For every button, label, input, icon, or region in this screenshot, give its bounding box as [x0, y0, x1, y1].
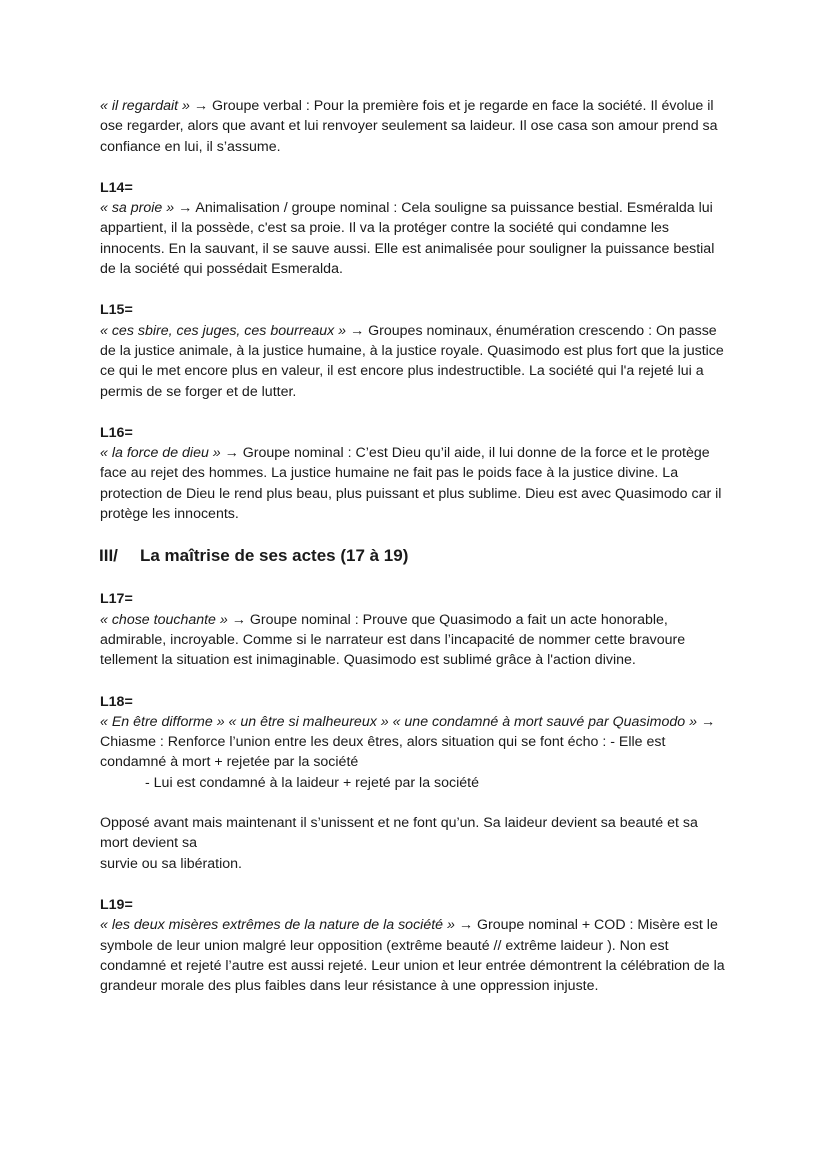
line-15-quote: « ces sbire, ces juges, ces bourreaux »: [100, 322, 347, 339]
section-heading: [99, 545, 730, 567]
line-16-block: [100, 423, 730, 524]
line-15-text: « ces sbire, ces juges, ces bourreaux » → Groupes nominaux, énumération crescendo : On passe de la justice animale, à la justice humaine, à la justice royale. Quasimodo est plus fort que la justice ce qui le met encore plus en valeur, il est encore plus indestructible. La société qui l'a rejeté lui a permis de se forger et de lutter.: [100, 322, 724, 400]
line-18-text: « En être difforme » « un être si malheureux » « une condamné à mort sauvé par Quasimodo » → Chiasme : Renforce l’union entre les deux êtres, alors situation qui se font écho : - Elle est condamné à mort + rejetée par la société: [100, 713, 716, 771]
line-17-block: [100, 589, 730, 670]
line-18-follow-2: survie ou sa libération.: [100, 855, 242, 872]
line-16-label: L16=: [100, 424, 133, 441]
section-title: La maîtrise de ses actes (17 à 19): [140, 546, 409, 566]
document-page: [100, 96, 730, 1017]
line-14-block: [100, 178, 730, 279]
intro-quote: « il regardait »: [100, 98, 190, 114]
line-18-indent: - Lui est condamné à la laideur + rejeté par la société: [145, 774, 479, 791]
line-18-label: L18=: [100, 693, 133, 710]
line-15-label: L15=: [100, 302, 133, 319]
intro-paragraph: [100, 96, 730, 157]
line-15-block: [100, 300, 730, 401]
line-17-text: « chose touchante » → Groupe nominal : Prouve que Quasimodo a fait un acte honorable, admirable, incroyable. Comme si le narrateur est dans l’incapacité de nommer cette bravoure tellement la situation est inimaginable. Quasimodo est sublimé grâce à l'action divine.: [100, 611, 686, 669]
line-14-label: L14=: [100, 179, 133, 196]
section-number: III/: [99, 546, 118, 566]
line-16-quote: « la force de dieu »: [100, 445, 221, 462]
line-18-quote: « En être difforme » « un être si malheureux » « une condamné à mort sauvé par Quasimodo »: [100, 713, 697, 730]
line-17-label: L17=: [100, 591, 133, 608]
line-17-quote: « chose touchante »: [100, 611, 228, 628]
line-14-text: « sa proie » → Animalisation / groupe nominal : Cela souligne sa puissance bestial. Esméralda lui appartient, il la possède, c'est sa proie. Il va la protéger contre la société qui condamne les innocents. En la sauvant, il se sauve aussi. Elle est animalisée pour souligner la puissance bestial de la société qui possédait Esmeralda.: [100, 200, 715, 278]
line-19-text: « les deux misères extrêmes de la nature de la société » → Groupe nominal + COD : Misère est le symbole de leur union malgré leur opposition (extrême beauté // extrême laideur ). Non est condamné et rejeté l’autre est aussi rejeté. Leur union et leur entrée démontrent la célébration de la grandeur morale des plus faibles dans leur résistance à une oppression injuste.: [100, 917, 725, 995]
line-18-block: [100, 692, 730, 874]
line-19-block: [100, 895, 730, 996]
line-16-text: « la force de dieu » → Groupe nominal : C’est Dieu qu’il aide, il lui donne de la force et le protège face au rejet des hommes. La justice humaine ne fait pas le poids face à la justice divine. La protection de Dieu le rend plus beau, plus puissant et plus sublime. Dieu est avec Quasimodo car il protège les innocents.: [100, 445, 722, 523]
line-14-quote: « sa proie »: [100, 200, 175, 217]
intro-text: « il regardait » → Groupe verbal : Pour la première fois et je regarde en face la société. Il évolue il ose regarder, alors que avant et lui renvoyer seulement sa laideur. Il ose casa son amour prend sa confiance en lui, il s’assume.: [100, 98, 718, 155]
line-18-follow-1: Opposé avant mais maintenant il s’unissent et ne font qu’un. Sa laideur devient sa beauté et sa mort devient sa: [100, 815, 698, 852]
line-19-label: L19=: [100, 896, 133, 913]
line-19-quote: « les deux misères extrêmes de la nature de la société »: [100, 917, 455, 934]
